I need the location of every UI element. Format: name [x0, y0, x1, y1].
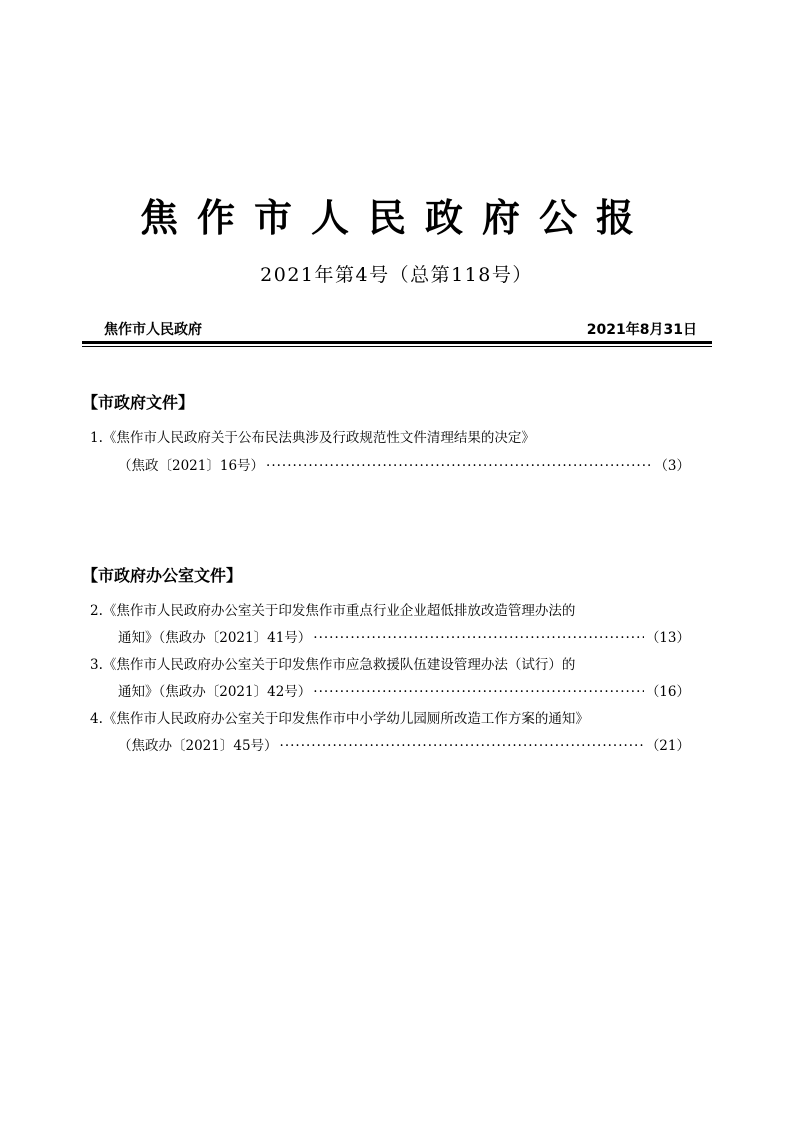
toc-item-4-page: （21）	[645, 738, 690, 754]
toc-item-1-page: （3）	[654, 458, 690, 474]
toc-leader-dots	[280, 735, 644, 757]
section-heading-general-office: 【市政府办公室文件】	[82, 566, 243, 585]
publisher: 焦作市人民政府	[104, 322, 202, 338]
toc-leader-dots	[313, 627, 644, 649]
toc-item-2-docnum: 通知》（焦政办〔2021〕41号）	[118, 630, 312, 646]
toc-item-1-ref[interactable]	[118, 455, 690, 477]
header-rule-thick	[82, 341, 712, 344]
toc-item-3-title: 3.《焦作市人民政府办公室关于印发焦作市应急救援队伍建设管理办法（试行）的	[90, 657, 576, 673]
toc-item-4-ref[interactable]	[118, 735, 690, 757]
toc-item-1-title: 1.《焦作市人民政府关于公布民法典涉及行政规范性文件清理结果的决定》	[90, 430, 535, 446]
publish-date: 2021年8月31日	[586, 322, 697, 338]
toc-item-2-page: （13）	[645, 630, 690, 646]
bulletin-title: 焦作市人民政府公报	[139, 196, 653, 240]
toc-leader-dots	[313, 681, 644, 703]
toc-item-2-ref[interactable]	[118, 627, 690, 649]
header-rule-thin	[82, 346, 712, 347]
toc-item-3-ref[interactable]	[118, 681, 690, 703]
section-heading-municipal-government: 【市政府文件】	[82, 393, 195, 412]
toc-item-3-docnum: 通知》（焦政办〔2021〕42号）	[118, 684, 312, 700]
toc-item-3-page: （16）	[645, 684, 690, 700]
toc-leader-dots	[266, 455, 652, 477]
toc-item-2-title: 2.《焦作市人民政府办公室关于印发焦作市重点行业企业超低排放改造管理办法的	[90, 603, 576, 619]
toc-item-1-docnum: （焦政〔2021〕16号）	[118, 458, 265, 474]
toc-item-4-docnum: （焦政办〔2021〕45号）	[118, 738, 278, 754]
issue-number: 2021年第4号（总第118号）	[260, 264, 533, 286]
toc-item-4-title: 4.《焦作市人民政府办公室关于印发焦作市中小学幼儿园厕所改造工作方案的通知》	[90, 711, 589, 727]
